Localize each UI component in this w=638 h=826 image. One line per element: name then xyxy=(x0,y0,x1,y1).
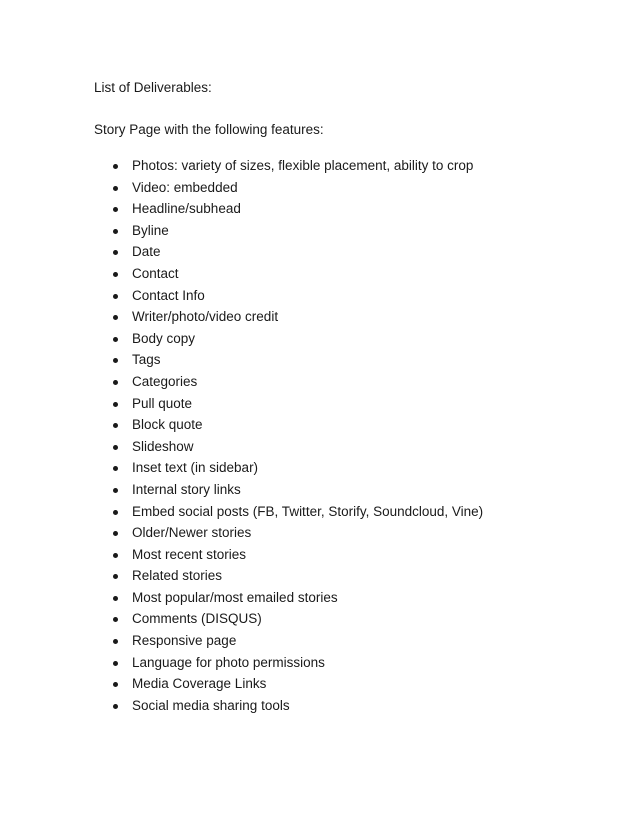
list-item-label: Slideshow xyxy=(132,438,194,454)
bullet-icon xyxy=(113,164,118,169)
list-item-label: Contact xyxy=(132,265,179,281)
bullet-icon xyxy=(113,380,118,385)
list-item-label: Social media sharing tools xyxy=(132,697,290,713)
bullet-icon xyxy=(113,272,118,277)
list-item-label: Responsive page xyxy=(132,633,237,649)
list-item-label: Block quote xyxy=(132,417,203,433)
list-item-label: Tags xyxy=(132,352,161,368)
bullet-icon xyxy=(113,466,118,471)
bullet-icon xyxy=(113,337,118,342)
bullet-icon xyxy=(113,682,118,687)
bullet-icon xyxy=(113,207,118,212)
bullet-icon xyxy=(113,704,118,709)
list-item-label: Most popular/most emailed stories xyxy=(132,589,338,605)
list-item-label: Video: embedded xyxy=(132,179,238,195)
list-item-label: Most recent stories xyxy=(132,546,247,562)
bullet-icon xyxy=(113,229,118,234)
bullet-icon xyxy=(113,510,118,515)
bullet-icon xyxy=(113,488,118,493)
list-item-label: Photos: variety of sizes, flexible placement, ability to crop xyxy=(132,158,474,173)
list-item-label: Internal story links xyxy=(132,481,241,497)
list-item-label: Categories xyxy=(132,373,198,389)
list-item-label: Comments (DISQUS) xyxy=(132,611,262,627)
bullet-icon xyxy=(113,402,118,407)
list-item-label: Embed social posts (FB, Twitter, Storify, Soundcloud, Vine) xyxy=(132,503,484,519)
list-item-label: Media Coverage Links xyxy=(132,676,267,692)
bullet-icon xyxy=(113,531,118,536)
bullet-icon xyxy=(113,445,118,450)
list-item-label: Related stories xyxy=(132,568,223,584)
bullet-icon xyxy=(113,315,118,320)
list-item-label: Headline/subhead xyxy=(132,201,241,217)
bullet-icon xyxy=(113,661,118,666)
bullet-icon xyxy=(113,617,118,622)
bullet-icon xyxy=(113,553,118,558)
list-item-label: Writer/photo/video credit xyxy=(132,309,279,325)
list-item-label: Older/Newer stories xyxy=(132,525,252,541)
list-item-label: Inset text (in sidebar) xyxy=(132,460,259,476)
list-item-label: Pull quote xyxy=(132,395,193,411)
bullet-icon xyxy=(113,423,118,428)
bullet-icon xyxy=(113,294,118,299)
bullet-icon xyxy=(113,639,118,644)
document-subheading: Story Page with the following features: xyxy=(94,122,324,137)
bullet-icon xyxy=(113,186,118,191)
bullet-icon xyxy=(113,574,118,579)
bullet-icon xyxy=(113,596,118,601)
list-item-label: Body copy xyxy=(132,330,196,346)
list-item-label: Language for photo permissions xyxy=(132,654,325,670)
list-item-label: Date xyxy=(132,244,161,260)
document-heading: List of Deliverables: xyxy=(94,80,212,95)
bullet-icon xyxy=(113,358,118,363)
list-item-label: Byline xyxy=(132,222,169,238)
list-item-label: Contact Info xyxy=(132,287,205,303)
bullet-icon xyxy=(113,250,118,255)
